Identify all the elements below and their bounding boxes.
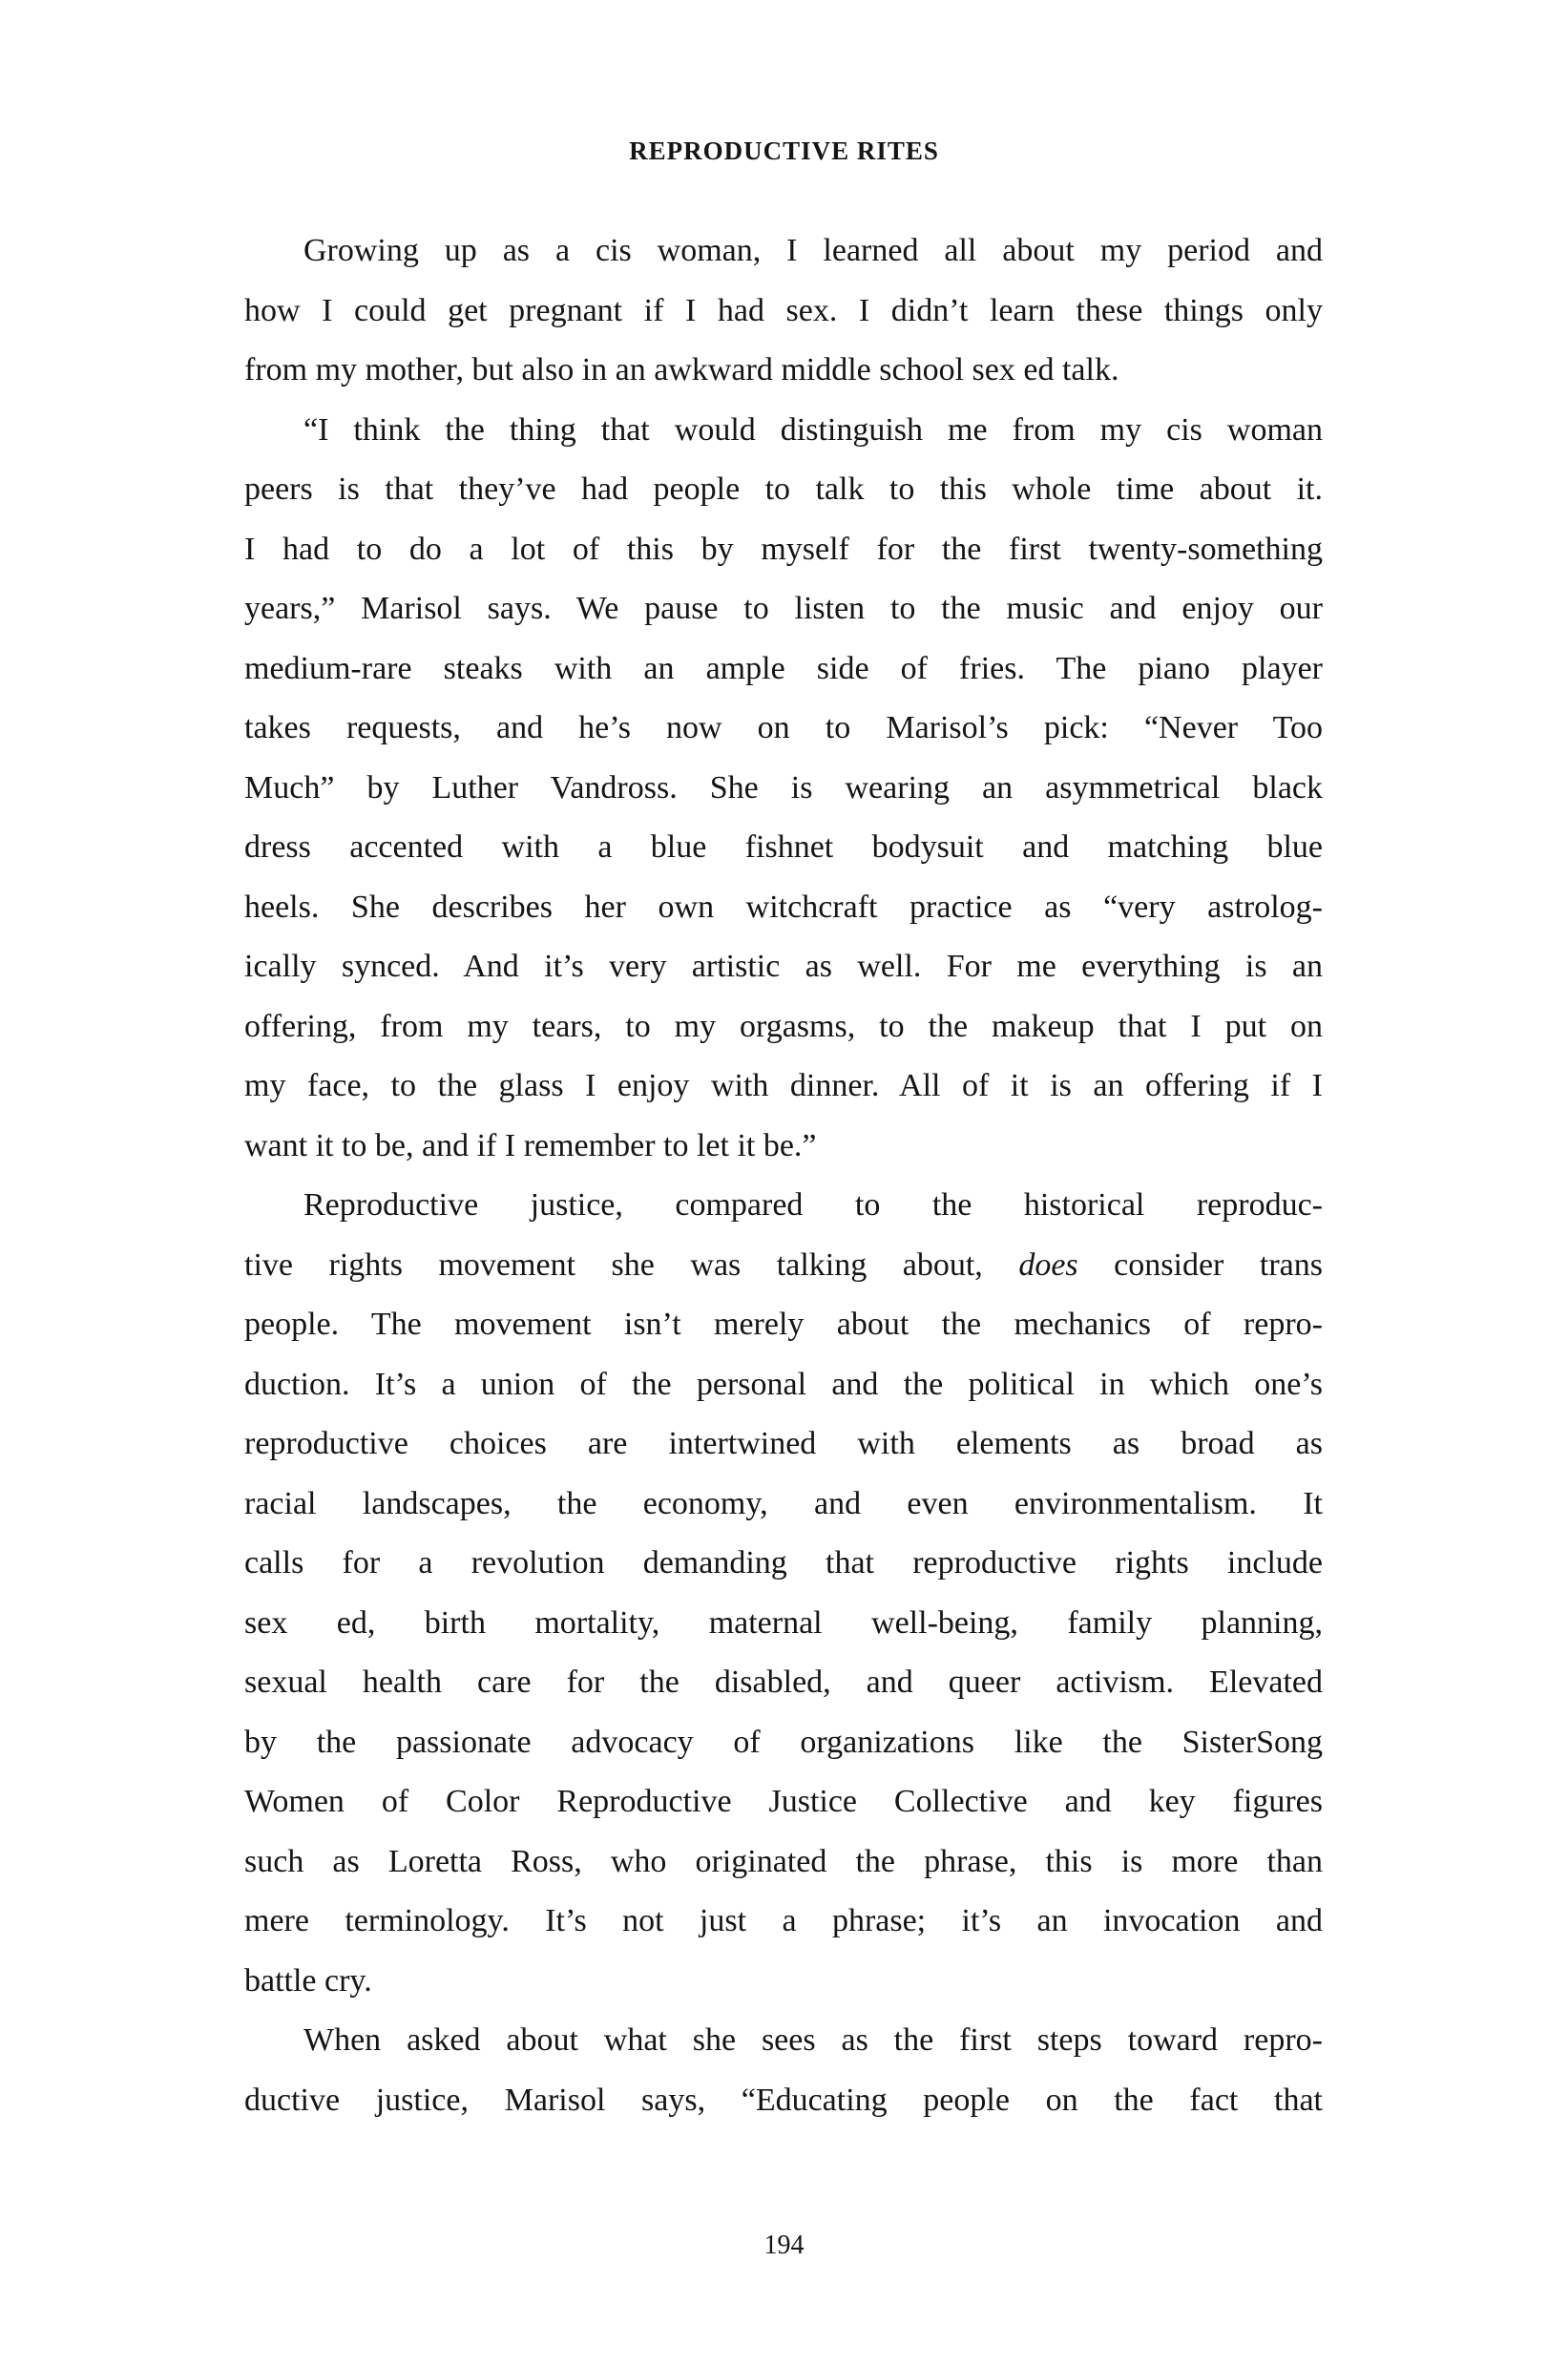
text-line (244, 1117, 1323, 1177)
text-line (244, 1952, 1323, 2012)
text-segment: offering, from my tears, to my orgasms, to the makeup that I put on (244, 1008, 1323, 1044)
text-segment: takes requests, and he’s now on to Marisol’s pick: “Never Too (244, 710, 1323, 745)
text-segment: tive rights movement she was talking about, (244, 1246, 1019, 1283)
text-segment: “I think the thing that would distinguish me from my cis woman (303, 411, 1323, 448)
running-header: REPRODUCTIVE RITES (629, 136, 939, 165)
text-segment: sexual health care for the disabled, and queer activism. Elevated (244, 1665, 1323, 1700)
text-line (244, 1475, 1323, 1535)
text-line (244, 1236, 1323, 1296)
text-line (244, 937, 1323, 997)
italic-text: does (1018, 1246, 1078, 1283)
text-line (244, 639, 1323, 700)
text-line (244, 341, 1323, 401)
text-line (244, 997, 1323, 1057)
text-segment: people. The movement isn’t merely about the mechanics of repro- (244, 1307, 1323, 1342)
text-segment: dress accented with a blue fishnet bodysuit and matching blue (244, 829, 1323, 865)
text-segment: years,” Marisol says. We pause to listen to the music and enjoy our (244, 591, 1323, 626)
text-segment: Reproductive justice, compared to the historical reproduc- (303, 1187, 1323, 1223)
page-number: 194 (763, 2230, 805, 2260)
text-line (244, 579, 1323, 639)
text-line (244, 1713, 1323, 1773)
text-line (244, 1414, 1323, 1475)
text-line (244, 401, 1323, 461)
text-segment: my face, to the glass I enjoy with dinner. All of it is an offering if I (244, 1068, 1323, 1103)
text-segment: Much” by Luther Vandross. She is wearing an asymmetrical black (244, 769, 1323, 806)
text-line (244, 1832, 1323, 1893)
text-line (244, 2071, 1323, 2131)
text-segment: consider trans (1077, 1246, 1323, 1283)
text-line (244, 1057, 1323, 1117)
text-segment: calls for a revolution demanding that reproductive rights include (244, 1545, 1323, 1581)
text-segment: battle cry. (244, 1962, 372, 1999)
text-line (244, 282, 1323, 342)
text-line (244, 1534, 1323, 1594)
text-line (244, 1355, 1323, 1415)
text-segment: by the passionate advocacy of organizations like the SisterSong (244, 1724, 1323, 1760)
text-segment: racial landscapes, the economy, and even environmentalism. It (244, 1485, 1323, 1521)
text-segment: peers is that they’ve had people to talk to this whole time about it. (244, 471, 1323, 507)
text-segment: Women of Color Reproductive Justice Collective and key figures (244, 1784, 1323, 1819)
text-segment: such as Loretta Ross, who originated the phrase, this is more than (244, 1843, 1323, 1879)
text-segment: ically synced. And it’s very artistic as well. For me everything is an (244, 949, 1323, 984)
text-segment: ductive justice, Marisol says, “Educating people on the fact that (244, 2082, 1323, 2118)
text-line (244, 1176, 1323, 1236)
text-segment: Growing up as a cis woman, I learned all about my period and (303, 233, 1323, 268)
text-segment: reproductive choices are intertwined with elements as broad as (244, 1426, 1323, 1461)
text-line (244, 1892, 1323, 1952)
text-line (244, 818, 1323, 878)
text-segment: I had to do a lot of this by myself for the first twenty-something (244, 531, 1323, 567)
text-line (244, 460, 1323, 520)
text-segment: duction. It’s a union of the personal and the political in which one’s (244, 1366, 1323, 1402)
text-line (244, 1594, 1323, 1654)
text-line (244, 878, 1323, 938)
body-text (244, 221, 1323, 2130)
text-segment: how I could get pregnant if I had sex. I didn’t learn these things only (244, 292, 1323, 328)
text-line (244, 759, 1323, 819)
text-segment: want it to be, and if I remember to let it be.” (244, 1127, 817, 1163)
text-segment: When asked about what she sees as the first steps toward repro- (303, 2022, 1323, 2058)
text-segment: mere terminology. It’s not just a phrase; it’s an invocation and (244, 1903, 1323, 1938)
text-segment: sex ed, birth mortality, maternal well-being, family planning, (244, 1604, 1323, 1641)
text-line (244, 1653, 1323, 1713)
text-line (244, 699, 1323, 759)
text-line (244, 520, 1323, 580)
text-segment: from my mother, but also in an awkward middle school sex ed talk. (244, 352, 1119, 387)
text-line (244, 1295, 1323, 1355)
text-segment: heels. She describes her own witchcraft practice as “very astrolog- (244, 889, 1323, 925)
text-line (244, 1772, 1323, 1832)
text-segment: medium-rare steaks with an ample side of fries. The piano player (244, 650, 1323, 686)
text-line (244, 2011, 1323, 2071)
text-line (244, 221, 1323, 282)
